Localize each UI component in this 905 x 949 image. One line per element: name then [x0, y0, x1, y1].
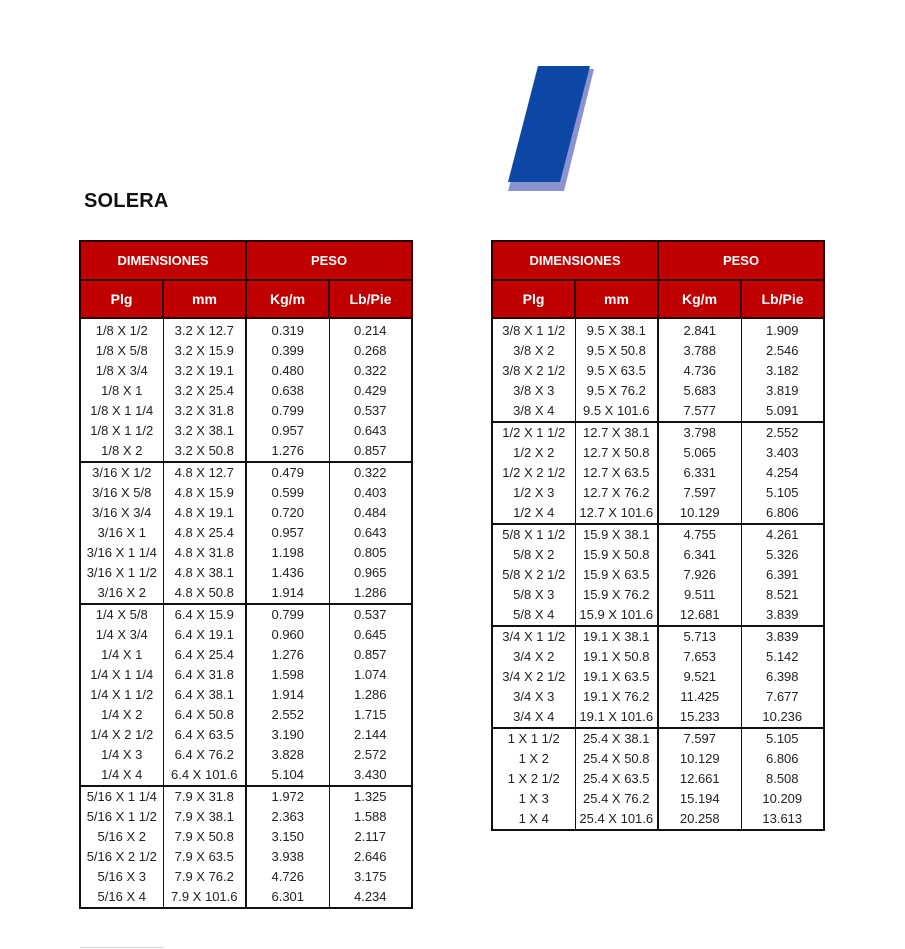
- cell-plg: 1/2 X 3: [492, 483, 575, 503]
- cell-plg: 1/8 X 5/8: [80, 341, 163, 361]
- cell-kg-m: 6.331: [658, 463, 741, 483]
- cell-mm: 3.2 X 15.9: [163, 341, 246, 361]
- cell-mm: 12.7 X 101.6: [575, 503, 658, 524]
- logo-parallelogram-icon: [500, 60, 610, 200]
- cell-kg-m: 3.788: [658, 341, 741, 361]
- column-header-row: [492, 280, 824, 318]
- cell-lb-pie: 1.715: [329, 705, 412, 725]
- table-row: [492, 503, 824, 524]
- cell-plg: 1/8 X 1 1/2: [80, 421, 163, 441]
- cell-plg: 5/16 X 4: [80, 887, 163, 908]
- cell-mm: 12.7 X 63.5: [575, 463, 658, 483]
- cell-plg: 3/16 X 5/8: [80, 483, 163, 503]
- cell-lb-pie: 2.117: [329, 827, 412, 847]
- table-row: [492, 401, 824, 422]
- table-row: [80, 665, 412, 685]
- cell-lb-pie: 5.105: [741, 728, 824, 749]
- table-row: [492, 626, 824, 647]
- cell-kg-m: 0.638: [246, 381, 329, 401]
- cell-plg: 5/8 X 2 1/2: [492, 565, 575, 585]
- cell-lb-pie: 10.209: [741, 789, 824, 809]
- cell-mm: 3.2 X 38.1: [163, 421, 246, 441]
- cell-mm: 9.5 X 38.1: [575, 318, 658, 341]
- table-row: [492, 789, 824, 809]
- cell-mm: 12.7 X 76.2: [575, 483, 658, 503]
- cell-mm: 25.4 X 76.2: [575, 789, 658, 809]
- page-title: SOLERA: [84, 190, 169, 212]
- cell-mm: 6.4 X 76.2: [163, 745, 246, 765]
- cell-kg-m: 1.436: [246, 563, 329, 583]
- cell-kg-m: 4.726: [246, 867, 329, 887]
- table-row: [492, 769, 824, 789]
- cell-kg-m: 15.233: [658, 707, 741, 728]
- table-body: [492, 318, 824, 830]
- cell-kg-m: 2.552: [246, 705, 329, 725]
- cell-plg: 1/8 X 1/2: [80, 318, 163, 341]
- cell-plg: 1/2 X 4: [492, 503, 575, 524]
- cell-mm: 12.7 X 38.1: [575, 422, 658, 443]
- cell-lb-pie: 2.572: [329, 745, 412, 765]
- cell-mm: 25.4 X 63.5: [575, 769, 658, 789]
- cell-plg: 3/8 X 4: [492, 401, 575, 422]
- cell-mm: 15.9 X 50.8: [575, 545, 658, 565]
- cell-lb-pie: 1.074: [329, 665, 412, 685]
- cell-plg: 3/4 X 2 1/2: [492, 667, 575, 687]
- cell-plg: 1/4 X 1: [80, 645, 163, 665]
- cell-lb-pie: 0.645: [329, 625, 412, 645]
- cell-lb-pie: 10.236: [741, 707, 824, 728]
- cell-plg: 3/16 X 1: [80, 523, 163, 543]
- table-row: [80, 604, 412, 625]
- cell-lb-pie: 6.806: [741, 503, 824, 524]
- cell-lb-pie: 0.537: [329, 604, 412, 625]
- cell-mm: 4.8 X 19.1: [163, 503, 246, 523]
- cell-plg: 1/2 X 1 1/2: [492, 422, 575, 443]
- cell-plg: 5/8 X 4: [492, 605, 575, 626]
- cell-lb-pie: 6.806: [741, 749, 824, 769]
- cell-kg-m: 0.479: [246, 462, 329, 483]
- cell-plg: 1/2 X 2: [492, 443, 575, 463]
- cell-lb-pie: 1.286: [329, 685, 412, 705]
- cell-kg-m: 1.972: [246, 786, 329, 807]
- cell-mm: 6.4 X 25.4: [163, 645, 246, 665]
- table-row: [80, 483, 412, 503]
- cell-lb-pie: 5.105: [741, 483, 824, 503]
- cell-mm: 9.5 X 76.2: [575, 381, 658, 401]
- cell-kg-m: 0.599: [246, 483, 329, 503]
- cell-kg-m: 4.736: [658, 361, 741, 381]
- cell-plg: 5/16 X 2 1/2: [80, 847, 163, 867]
- cell-plg: 5/16 X 1 1/2: [80, 807, 163, 827]
- cell-plg: 1/8 X 3/4: [80, 361, 163, 381]
- cell-plg: 1 X 1 1/2: [492, 728, 575, 749]
- cell-mm: 6.4 X 19.1: [163, 625, 246, 645]
- cell-lb-pie: 3.403: [741, 443, 824, 463]
- cell-mm: 25.4 X 101.6: [575, 809, 658, 830]
- cell-kg-m: 0.960: [246, 625, 329, 645]
- cell-plg: 5/8 X 3: [492, 585, 575, 605]
- header-plg: Plg: [492, 280, 575, 318]
- cell-mm: 3.2 X 25.4: [163, 381, 246, 401]
- cell-kg-m: 1.198: [246, 543, 329, 563]
- cell-lb-pie: 5.326: [741, 545, 824, 565]
- cell-kg-m: 7.653: [658, 647, 741, 667]
- cell-lb-pie: 4.254: [741, 463, 824, 483]
- cell-kg-m: 3.938: [246, 847, 329, 867]
- table-row: [80, 503, 412, 523]
- table-row: [492, 565, 824, 585]
- cell-kg-m: 0.720: [246, 503, 329, 523]
- table-row: [492, 809, 824, 830]
- cell-mm: 25.4 X 38.1: [575, 728, 658, 749]
- cell-mm: 6.4 X 38.1: [163, 685, 246, 705]
- cell-plg: 1/4 X 3: [80, 745, 163, 765]
- table-row: [80, 765, 412, 786]
- cell-kg-m: 5.104: [246, 765, 329, 786]
- cell-mm: 9.5 X 50.8: [575, 341, 658, 361]
- table-row: [492, 585, 824, 605]
- cell-kg-m: 3.150: [246, 827, 329, 847]
- cell-mm: 15.9 X 101.6: [575, 605, 658, 626]
- header-mm: mm: [163, 280, 246, 318]
- cell-mm: 7.9 X 101.6: [163, 887, 246, 908]
- header-dimensiones: DIMENSIONES: [80, 241, 246, 280]
- cell-plg: 3/16 X 2: [80, 583, 163, 604]
- cell-lb-pie: 0.965: [329, 563, 412, 583]
- cell-kg-m: 0.399: [246, 341, 329, 361]
- header-dimensiones: DIMENSIONES: [492, 241, 658, 280]
- cell-plg: 1/8 X 1: [80, 381, 163, 401]
- table-row: [80, 401, 412, 421]
- cell-kg-m: 12.661: [658, 769, 741, 789]
- cell-kg-m: 7.577: [658, 401, 741, 422]
- header-mm: mm: [575, 280, 658, 318]
- table-row: [492, 381, 824, 401]
- cell-lb-pie: 3.839: [741, 626, 824, 647]
- cell-plg: 5/16 X 2: [80, 827, 163, 847]
- table-row: [80, 421, 412, 441]
- cell-lb-pie: 5.091: [741, 401, 824, 422]
- cell-plg: 1/8 X 1 1/4: [80, 401, 163, 421]
- table-row: [492, 605, 824, 626]
- cell-kg-m: 0.799: [246, 604, 329, 625]
- cell-lb-pie: 0.643: [329, 421, 412, 441]
- cell-mm: 4.8 X 25.4: [163, 523, 246, 543]
- cell-plg: 5/8 X 1 1/2: [492, 524, 575, 545]
- table-row: [492, 318, 824, 341]
- cell-kg-m: 3.828: [246, 745, 329, 765]
- cell-lb-pie: 6.391: [741, 565, 824, 585]
- table-row: [80, 625, 412, 645]
- cell-plg: 3/4 X 2: [492, 647, 575, 667]
- table-row: [492, 443, 824, 463]
- cell-mm: 6.4 X 50.8: [163, 705, 246, 725]
- cell-kg-m: 0.957: [246, 523, 329, 543]
- cell-lb-pie: 3.175: [329, 867, 412, 887]
- cell-mm: 19.1 X 50.8: [575, 647, 658, 667]
- table-row: [80, 341, 412, 361]
- cell-kg-m: 15.194: [658, 789, 741, 809]
- cell-mm: 15.9 X 76.2: [575, 585, 658, 605]
- cell-kg-m: 3.190: [246, 725, 329, 745]
- cell-lb-pie: 2.144: [329, 725, 412, 745]
- cell-kg-m: 1.914: [246, 583, 329, 604]
- cell-lb-pie: 6.398: [741, 667, 824, 687]
- cell-kg-m: 1.276: [246, 441, 329, 462]
- cell-mm: 6.4 X 15.9: [163, 604, 246, 625]
- cell-lb-pie: 1.909: [741, 318, 824, 341]
- cell-lb-pie: 8.521: [741, 585, 824, 605]
- cell-plg: 1/8 X 2: [80, 441, 163, 462]
- cell-plg: 5/16 X 3: [80, 867, 163, 887]
- cell-plg: 3/8 X 2: [492, 341, 575, 361]
- cell-plg: 1 X 2: [492, 749, 575, 769]
- cell-plg: 1/4 X 1 1/4: [80, 665, 163, 685]
- cell-kg-m: 0.957: [246, 421, 329, 441]
- table-row: [80, 441, 412, 462]
- cell-lb-pie: 3.819: [741, 381, 824, 401]
- cell-lb-pie: 0.643: [329, 523, 412, 543]
- cell-kg-m: 0.319: [246, 318, 329, 341]
- cell-lb-pie: 1.588: [329, 807, 412, 827]
- cell-mm: 7.9 X 31.8: [163, 786, 246, 807]
- table-row: [492, 545, 824, 565]
- header-peso: PESO: [658, 241, 824, 280]
- cell-plg: 3/8 X 2 1/2: [492, 361, 575, 381]
- header-kg-m: Kg/m: [246, 280, 329, 318]
- cell-plg: 1 X 3: [492, 789, 575, 809]
- cell-plg: 3/8 X 1 1/2: [492, 318, 575, 341]
- cell-mm: 12.7 X 50.8: [575, 443, 658, 463]
- table-row: [80, 645, 412, 665]
- table-row: [492, 361, 824, 381]
- cell-lb-pie: 13.613: [741, 809, 824, 830]
- cell-lb-pie: 0.857: [329, 441, 412, 462]
- table-row: [80, 543, 412, 563]
- cell-mm: 9.5 X 101.6: [575, 401, 658, 422]
- cell-lb-pie: 1.325: [329, 786, 412, 807]
- table-row: [492, 667, 824, 687]
- table-row: [492, 422, 824, 443]
- cell-kg-m: 9.511: [658, 585, 741, 605]
- cell-kg-m: 4.755: [658, 524, 741, 545]
- cell-plg: 3/4 X 1 1/2: [492, 626, 575, 647]
- cell-mm: 3.2 X 12.7: [163, 318, 246, 341]
- table-row: [80, 685, 412, 705]
- table-row: [80, 807, 412, 827]
- cell-kg-m: 0.799: [246, 401, 329, 421]
- cell-lb-pie: 4.261: [741, 524, 824, 545]
- cell-mm: 15.9 X 63.5: [575, 565, 658, 585]
- table-row: [492, 687, 824, 707]
- cell-kg-m: 1.276: [246, 645, 329, 665]
- cell-plg: 1 X 4: [492, 809, 575, 830]
- cell-kg-m: 7.926: [658, 565, 741, 585]
- cell-mm: 15.9 X 38.1: [575, 524, 658, 545]
- group-header-row: [80, 241, 412, 280]
- cell-kg-m: 9.521: [658, 667, 741, 687]
- cell-kg-m: 5.713: [658, 626, 741, 647]
- cell-kg-m: 3.798: [658, 422, 741, 443]
- cell-lb-pie: 3.182: [741, 361, 824, 381]
- cell-kg-m: 20.258: [658, 809, 741, 830]
- table-row: [80, 867, 412, 887]
- table-row: [80, 381, 412, 401]
- cell-lb-pie: 8.508: [741, 769, 824, 789]
- header-lb-pie: Lb/Pie: [329, 280, 412, 318]
- cell-kg-m: 11.425: [658, 687, 741, 707]
- cell-plg: 3/8 X 3: [492, 381, 575, 401]
- table-row: [80, 725, 412, 745]
- cell-kg-m: 12.681: [658, 605, 741, 626]
- cell-mm: 3.2 X 19.1: [163, 361, 246, 381]
- header-plg: Plg: [80, 280, 163, 318]
- cell-mm: 6.4 X 31.8: [163, 665, 246, 685]
- cell-kg-m: 10.129: [658, 749, 741, 769]
- table-row: [80, 745, 412, 765]
- cell-kg-m: 5.683: [658, 381, 741, 401]
- cell-plg: 3/16 X 1/2: [80, 462, 163, 483]
- cell-mm: 4.8 X 38.1: [163, 563, 246, 583]
- cell-mm: 7.9 X 76.2: [163, 867, 246, 887]
- cell-plg: 1/4 X 1 1/2: [80, 685, 163, 705]
- cell-lb-pie: 0.857: [329, 645, 412, 665]
- header-kg-m: Kg/m: [658, 280, 741, 318]
- cell-lb-pie: 0.322: [329, 462, 412, 483]
- cell-plg: 1/4 X 5/8: [80, 604, 163, 625]
- column-header-row: [80, 280, 412, 318]
- cell-lb-pie: 0.484: [329, 503, 412, 523]
- cell-plg: 3/4 X 3: [492, 687, 575, 707]
- table-row: [80, 563, 412, 583]
- cell-mm: 19.1 X 76.2: [575, 687, 658, 707]
- cell-mm: 6.4 X 63.5: [163, 725, 246, 745]
- cell-mm: 7.9 X 63.5: [163, 847, 246, 867]
- table-row: [80, 583, 412, 604]
- cell-kg-m: 5.065: [658, 443, 741, 463]
- cell-lb-pie: 0.322: [329, 361, 412, 381]
- table-row: [80, 361, 412, 381]
- cell-mm: 4.8 X 12.7: [163, 462, 246, 483]
- table-row: [80, 318, 412, 341]
- table-row: [492, 749, 824, 769]
- cell-lb-pie: 5.142: [741, 647, 824, 667]
- cell-kg-m: 1.914: [246, 685, 329, 705]
- cell-kg-m: 2.363: [246, 807, 329, 827]
- cell-mm: 7.9 X 50.8: [163, 827, 246, 847]
- cell-lb-pie: 7.677: [741, 687, 824, 707]
- cell-kg-m: 0.480: [246, 361, 329, 381]
- cell-mm: 19.1 X 63.5: [575, 667, 658, 687]
- cell-kg-m: 6.301: [246, 887, 329, 908]
- table-row: [492, 341, 824, 361]
- cell-kg-m: 6.341: [658, 545, 741, 565]
- table-row: [80, 705, 412, 725]
- cell-lb-pie: 3.839: [741, 605, 824, 626]
- cell-lb-pie: 0.268: [329, 341, 412, 361]
- cell-kg-m: 1.598: [246, 665, 329, 685]
- cell-plg: 1/4 X 3/4: [80, 625, 163, 645]
- cell-lb-pie: 2.552: [741, 422, 824, 443]
- cell-mm: 19.1 X 101.6: [575, 707, 658, 728]
- cell-lb-pie: 1.286: [329, 583, 412, 604]
- table-body: [80, 318, 412, 908]
- cell-mm: 9.5 X 63.5: [575, 361, 658, 381]
- cell-plg: 3/16 X 1 1/2: [80, 563, 163, 583]
- table-row: [80, 523, 412, 543]
- cell-lb-pie: 4.234: [329, 887, 412, 908]
- group-header-row: [492, 241, 824, 280]
- cell-kg-m: 7.597: [658, 483, 741, 503]
- cell-mm: 7.9 X 38.1: [163, 807, 246, 827]
- cell-kg-m: 10.129: [658, 503, 741, 524]
- cell-plg: 3/4 X 4: [492, 707, 575, 728]
- header-peso: PESO: [246, 241, 412, 280]
- cell-lb-pie: 3.430: [329, 765, 412, 786]
- cell-lb-pie: 0.805: [329, 543, 412, 563]
- table-row: [80, 786, 412, 807]
- cell-lb-pie: 0.403: [329, 483, 412, 503]
- cell-mm: 4.8 X 15.9: [163, 483, 246, 503]
- table-row: [80, 887, 412, 908]
- table-row: [80, 847, 412, 867]
- solera-table-left: [79, 240, 413, 909]
- cell-lb-pie: 0.214: [329, 318, 412, 341]
- cell-lb-pie: 2.546: [741, 341, 824, 361]
- cell-mm: 19.1 X 38.1: [575, 626, 658, 647]
- footer-divider: [80, 947, 164, 948]
- cell-lb-pie: 0.537: [329, 401, 412, 421]
- table-row: [492, 728, 824, 749]
- table-row: [492, 707, 824, 728]
- table-row: [492, 483, 824, 503]
- cell-plg: 5/8 X 2: [492, 545, 575, 565]
- cell-plg: 5/16 X 1 1/4: [80, 786, 163, 807]
- cell-mm: 4.8 X 31.8: [163, 543, 246, 563]
- table-row: [80, 462, 412, 483]
- cell-plg: 1 X 2 1/2: [492, 769, 575, 789]
- table-row: [492, 524, 824, 545]
- cell-mm: 3.2 X 31.8: [163, 401, 246, 421]
- cell-plg: 3/16 X 3/4: [80, 503, 163, 523]
- cell-plg: 1/4 X 2: [80, 705, 163, 725]
- cell-plg: 1/2 X 2 1/2: [492, 463, 575, 483]
- table-row: [80, 827, 412, 847]
- header-lb-pie: Lb/Pie: [741, 280, 824, 318]
- cell-kg-m: 7.597: [658, 728, 741, 749]
- cell-lb-pie: 2.646: [329, 847, 412, 867]
- cell-plg: 1/4 X 4: [80, 765, 163, 786]
- cell-mm: 3.2 X 50.8: [163, 441, 246, 462]
- cell-plg: 3/16 X 1 1/4: [80, 543, 163, 563]
- cell-mm: 6.4 X 101.6: [163, 765, 246, 786]
- cell-mm: 25.4 X 50.8: [575, 749, 658, 769]
- table-row: [492, 647, 824, 667]
- solera-table-right: [491, 240, 825, 831]
- cell-lb-pie: 0.429: [329, 381, 412, 401]
- table-row: [492, 463, 824, 483]
- cell-kg-m: 2.841: [658, 318, 741, 341]
- cell-plg: 1/4 X 2 1/2: [80, 725, 163, 745]
- cell-mm: 4.8 X 50.8: [163, 583, 246, 604]
